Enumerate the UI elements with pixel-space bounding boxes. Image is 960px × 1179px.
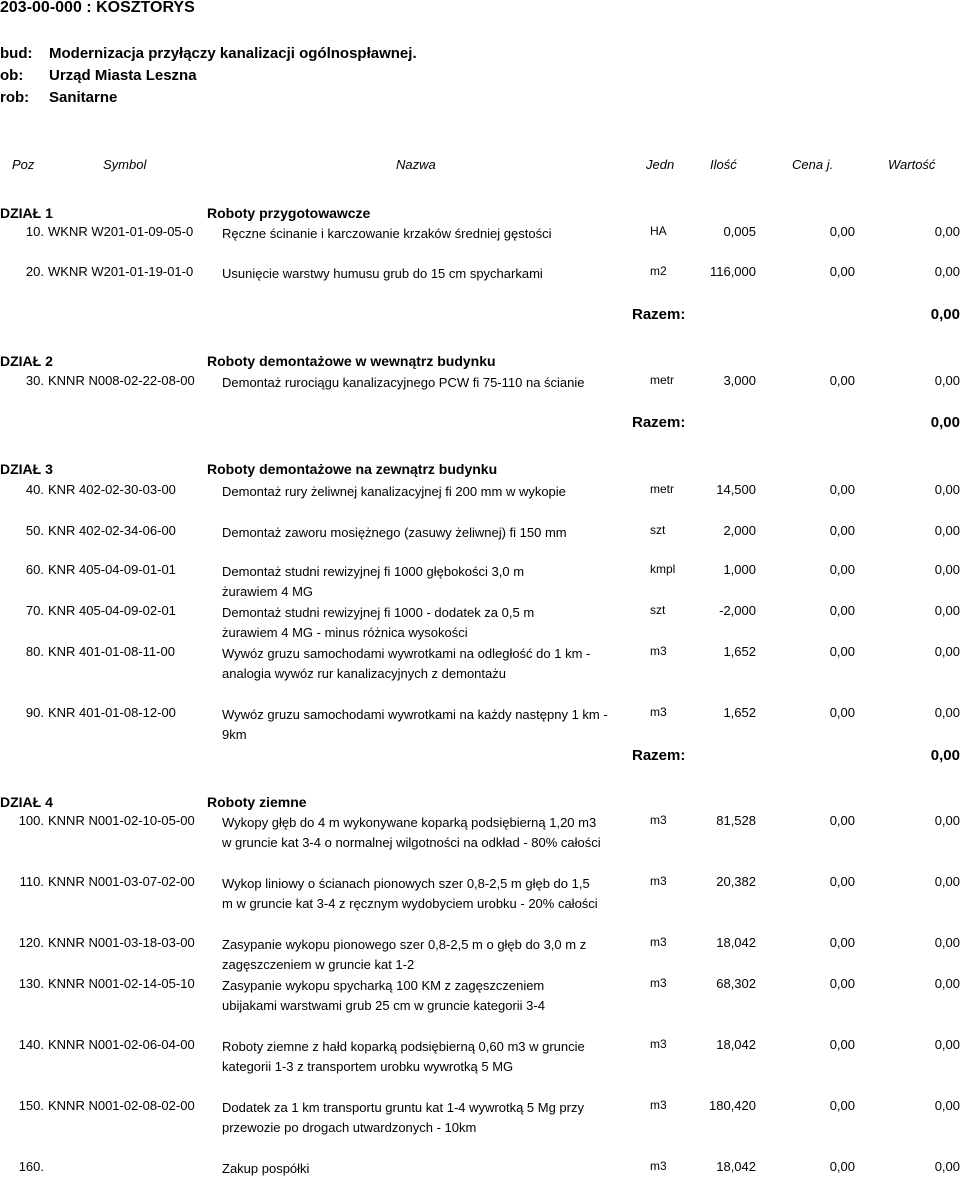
row-poz: 80. (25, 644, 44, 659)
row-jedn: m3 (650, 976, 667, 990)
row-wartosc: 0,00 (934, 976, 960, 991)
row-jedn: m3 (650, 644, 667, 658)
row-jedn: m2 (650, 264, 667, 278)
meta-key-bud: bud: (0, 45, 33, 62)
row-symbol: KNR 401-01-08-11-00 (48, 644, 175, 659)
row-jedn: szt (650, 523, 666, 537)
row-wartosc: 0,00 (934, 644, 960, 659)
row-symbol: KNNR N001-03-07-02-00 (48, 874, 195, 889)
row-cena: 0,00 (829, 523, 855, 538)
row-cena: 0,00 (829, 1037, 855, 1052)
row-nazwa: Demontaż rury żeliwnej kanalizacyjnej fi 200 mm w wykopie (222, 484, 566, 499)
section-label: DZIAŁ 3 (0, 461, 53, 477)
meta-key-rob: rob: (0, 89, 30, 106)
section-title: Roboty demontażowe w wewnątrz budynku (207, 353, 496, 369)
document-title: 203-00-000 : KOSZTORYS (0, 0, 195, 16)
row-cena: 0,00 (829, 562, 855, 577)
row-poz: 90. (25, 705, 44, 720)
row-poz: 120. (18, 935, 44, 950)
row-nazwa: Demontaż rurociągu kanalizacyjnego PCW fi 75-110 na ścianie (222, 375, 585, 390)
row-wartosc: 0,00 (934, 935, 960, 950)
row-poz: 40. (25, 482, 44, 497)
row-symbol: KNNR N001-03-18-03-00 (48, 935, 195, 950)
row-cena: 0,00 (829, 1098, 855, 1113)
row-wartosc: 0,00 (934, 224, 960, 239)
row-symbol: KNR 405-04-09-02-01 (48, 603, 176, 618)
row-cena: 0,00 (829, 264, 855, 279)
row-ilosc: 0,005 (723, 224, 756, 239)
row-poz: 160. (18, 1159, 44, 1174)
row-cena: 0,00 (829, 705, 855, 720)
row-wartosc: 0,00 (934, 603, 960, 618)
section-label: DZIAŁ 1 (0, 205, 53, 221)
row-ilosc: 18,042 (716, 1159, 756, 1174)
row-cena: 0,00 (829, 603, 855, 618)
column-header-poz: Poz (12, 157, 35, 172)
row-cena: 0,00 (829, 224, 855, 239)
row-jedn: m3 (650, 874, 667, 888)
row-wartosc: 0,00 (934, 813, 960, 828)
meta-key-ob: ob: (0, 67, 24, 84)
row-ilosc: 1,000 (723, 562, 756, 577)
row-cena: 0,00 (829, 976, 855, 991)
section-title: Roboty przygotowawcze (207, 205, 371, 221)
row-ilosc: 1,652 (723, 705, 756, 720)
row-wartosc: 0,00 (934, 482, 960, 497)
row-wartosc: 0,00 (934, 705, 960, 720)
row-ilosc: 116,000 (709, 264, 756, 279)
row-symbol: KNNR N001-02-06-04-00 (48, 1037, 195, 1052)
section-label: DZIAŁ 4 (0, 794, 53, 810)
row-poz: 70. (25, 603, 44, 618)
row-nazwa: Wykop liniowy o ścianach pionowych szer 0,8-2,5 m głęb do 1,5 m w gruncie kat 3-4 z ręcznym wydobyciem urobku - 20% całości (222, 876, 598, 911)
meta-value-bud: Modernizacja przyłączy kanalizacji ogólnospławnej. (49, 45, 417, 62)
row-nazwa: Usunięcie warstwy humusu grub do 15 cm spycharkami (222, 266, 543, 281)
meta-value-ob: Urząd Miasta Leszna (49, 67, 197, 84)
row-ilosc: 2,000 (723, 523, 756, 538)
row-poz: 10. (25, 224, 44, 239)
row-nazwa: Zasypanie wykopu pionowego szer 0,8-2,5 m o głęb do 3,0 m z zagęszczeniem w gruncie kat 1-2 (222, 937, 587, 972)
row-ilosc: 68,302 (716, 976, 756, 991)
row-nazwa: Ręczne ścinanie i karczowanie krzaków średniej gęstości (222, 226, 552, 241)
row-jedn: m3 (650, 935, 667, 949)
row-jedn: m3 (650, 1037, 667, 1051)
row-symbol: KNNR N008-02-22-08-00 (48, 373, 195, 388)
row-poz: 100. (18, 813, 44, 828)
row-cena: 0,00 (829, 874, 855, 889)
column-header-cena: Cena j. (792, 157, 834, 172)
section-title: Roboty ziemne (207, 794, 307, 810)
row-cena: 0,00 (829, 373, 855, 388)
row-nazwa: Wywóz gruzu samochodami wywrotkami na odległość do 1 km - analogia wywóz rur kanalizacyjnych z demontażu (222, 646, 591, 681)
column-header-jedn: Jedn (646, 157, 675, 172)
razem-value: 0,00 (930, 747, 960, 764)
row-symbol: KNNR N001-02-10-05-00 (48, 813, 195, 828)
column-header-nazwa: Nazwa (396, 157, 436, 172)
row-jedn: m3 (650, 1098, 667, 1112)
row-jedn: szt (650, 603, 666, 617)
row-jedn: kmpl (650, 562, 676, 576)
row-symbol: KNR 402-02-30-03-00 (48, 482, 176, 497)
row-ilosc: 3,000 (723, 373, 756, 388)
row-jedn: m3 (650, 705, 667, 719)
row-symbol: KNNR N001-02-14-05-10 (48, 976, 195, 991)
row-ilosc: 14,500 (716, 482, 756, 497)
razem-label: Razem: (632, 414, 686, 431)
row-cena: 0,00 (829, 1159, 855, 1174)
row-symbol: KNR 405-04-09-01-01 (48, 562, 176, 577)
row-wartosc: 0,00 (934, 373, 960, 388)
row-nazwa: Demontaż studni rewizyjnej fi 1000 głębokości 3,0 m żurawiem 4 MG (222, 564, 525, 599)
row-symbol: WKNR W201-01-09-05-0 (48, 224, 194, 239)
section-title: Roboty demontażowe na zewnątrz budynku (207, 461, 498, 477)
row-jedn: metr (650, 482, 674, 496)
row-jedn: metr (650, 373, 674, 387)
row-nazwa: Wykopy głęb do 4 m wykonywane koparką podsiębierną 1,20 m3 w gruncie kat 3-4 o normalnej wilgotności na odkład - 80% całości (222, 815, 601, 850)
razem-label: Razem: (632, 747, 686, 764)
row-jedn: m3 (650, 1159, 667, 1173)
row-poz: 150. (18, 1098, 44, 1113)
razem-value: 0,00 (930, 306, 960, 323)
row-symbol: WKNR W201-01-19-01-0 (48, 264, 194, 279)
row-poz: 140. (18, 1037, 44, 1052)
row-poz: 60. (25, 562, 44, 577)
row-symbol: KNR 402-02-34-06-00 (48, 523, 176, 538)
section-label: DZIAŁ 2 (0, 353, 53, 369)
row-wartosc: 0,00 (934, 562, 960, 577)
row-cena: 0,00 (829, 813, 855, 828)
row-ilosc: 18,042 (716, 1037, 756, 1052)
row-poz: 130. (18, 976, 44, 991)
meta-value-rob: Sanitarne (49, 89, 118, 106)
row-wartosc: 0,00 (934, 264, 960, 279)
row-nazwa: Demontaż studni rewizyjnej fi 1000 - dodatek za 0,5 m żurawiem 4 MG - minus różnica wysokości (222, 605, 535, 640)
row-nazwa: Roboty ziemne z hałd koparką podsiębierną 0,60 m3 w gruncie kategorii 1-3 z transportem urobku wywrotką 5 MG (222, 1039, 585, 1074)
column-header-symbol: Symbol (103, 157, 147, 172)
row-nazwa: Zakup pospółki (222, 1161, 310, 1176)
razem-label: Razem: (632, 306, 686, 323)
row-wartosc: 0,00 (934, 1037, 960, 1052)
row-ilosc: 81,528 (716, 813, 756, 828)
row-nazwa: Demontaż zaworu mosiężnego (zasuwy żeliwnej) fi 150 mm (222, 525, 567, 540)
column-header-ilosc: Ilość (710, 157, 737, 172)
row-jedn: HA (650, 224, 667, 238)
row-nazwa: Wywóz gruzu samochodami wywrotkami na każdy następny 1 km - 9km (222, 707, 608, 742)
row-cena: 0,00 (829, 644, 855, 659)
row-nazwa: Zasypanie wykopu spycharką 100 KM z zagęszczeniem ubijakami warstwami grub 25 cm w gruncie kategorii 3-4 (222, 978, 545, 1013)
row-ilosc: -2,000 (719, 603, 756, 618)
row-ilosc: 20,382 (716, 874, 756, 889)
row-cena: 0,00 (829, 935, 855, 950)
row-poz: 20. (25, 264, 44, 279)
row-nazwa: Dodatek za 1 km transportu gruntu kat 1-4 wywrotką 5 Mg przy przewozie po drogach utwardzonych - 10km (222, 1100, 584, 1135)
row-cena: 0,00 (829, 482, 855, 497)
row-wartosc: 0,00 (934, 523, 960, 538)
row-wartosc: 0,00 (934, 874, 960, 889)
razem-value: 0,00 (930, 414, 960, 431)
row-jedn: m3 (650, 813, 667, 827)
row-wartosc: 0,00 (934, 1098, 960, 1113)
row-ilosc: 180,420 (709, 1098, 756, 1113)
row-ilosc: 18,042 (716, 935, 756, 950)
row-poz: 30. (25, 373, 44, 388)
row-ilosc: 1,652 (723, 644, 756, 659)
row-wartosc: 0,00 (934, 1159, 960, 1174)
row-poz: 110. (19, 874, 44, 889)
row-symbol: KNNR N001-02-08-02-00 (48, 1098, 195, 1113)
column-header-wartosc: Wartość (888, 157, 936, 172)
row-poz: 50. (25, 523, 44, 538)
row-symbol: KNR 401-01-08-12-00 (48, 705, 176, 720)
